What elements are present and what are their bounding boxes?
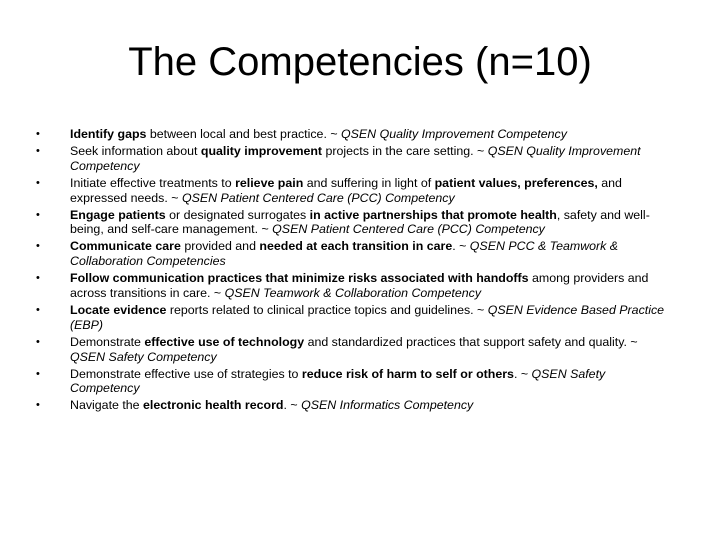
competency-list <box>36 127 672 416</box>
body-text: provided and <box>180 239 260 254</box>
body-text: reports related to clinical practice topics and guidelines. ~ <box>166 303 488 318</box>
citation-text: QSEN Quality Improvement Competency <box>341 127 567 141</box>
citation-text: QSEN Safety Competency <box>70 349 217 364</box>
emphasis-text: patient values, preferences, <box>434 175 598 190</box>
citation-text: QSEN Patient Centered Care (PCC) Competency <box>181 190 455 205</box>
bullet-icon: • <box>36 128 40 140</box>
competency-text <box>70 239 672 268</box>
competency-item <box>36 144 672 173</box>
competency-text <box>70 303 672 332</box>
emphasis-text: needed at each transition in care <box>259 239 453 254</box>
body-text: or designated surrogates <box>165 207 310 222</box>
citation-text: QSEN Informatics Competency <box>301 398 474 413</box>
body-text: and suffering in light of <box>303 175 435 190</box>
body-text: , safety and well-being, and self-care management. ~ <box>70 207 650 237</box>
competency-text <box>70 367 672 396</box>
competency-text <box>70 398 672 413</box>
body-text: projects in the care setting. ~ <box>322 144 488 159</box>
bullet-icon: • <box>36 399 40 412</box>
competency-item <box>36 367 672 396</box>
slide-title: The Competencies (n=10) <box>128 40 592 84</box>
emphasis-text: Communicate care <box>70 239 181 254</box>
emphasis-text: electronic health record <box>143 398 284 413</box>
emphasis-text: relieve pain <box>235 175 304 190</box>
citation-text: QSEN Evidence Based Practice (EBP) <box>70 303 665 332</box>
competency-item <box>36 127 672 142</box>
competency-text <box>70 208 672 237</box>
body-text: Seek information about <box>70 144 201 159</box>
emphasis-text: Engage patients <box>70 207 166 222</box>
citation-text: QSEN Teamwork & Collaboration Competency <box>224 285 482 300</box>
competency-text <box>70 335 672 364</box>
competency-item <box>36 335 672 364</box>
competency-text <box>70 271 672 300</box>
citation-text: QSEN Quality Improvement Competency <box>70 144 641 173</box>
body-text: . ~ <box>513 366 532 381</box>
emphasis-text: reduce risk of harm to self or others <box>301 366 514 381</box>
body-text: between local and best practice. ~ <box>146 127 342 141</box>
emphasis-text: in active partnerships that promote health <box>309 207 557 222</box>
body-text: . ~ <box>283 398 302 413</box>
bullet-icon: • <box>36 335 40 348</box>
body-text: among providers and across transitions in care. ~ <box>70 271 649 300</box>
competency-item <box>36 239 672 268</box>
body-text: and expressed needs. ~ <box>70 175 622 205</box>
body-text: Demonstrate <box>70 334 145 349</box>
bullet-icon: • <box>36 240 40 253</box>
competency-item <box>36 208 672 237</box>
emphasis-text: Locate evidence <box>70 303 167 318</box>
citation-text: QSEN Safety Competency <box>70 366 606 396</box>
competency-text <box>70 144 672 173</box>
bullet-icon: • <box>36 272 40 285</box>
emphasis-text: quality improvement <box>200 144 323 159</box>
competency-item <box>36 271 672 300</box>
body-text: . ~ <box>452 239 470 254</box>
emphasis-text: Follow communication practices that minimize risks associated with handoffs <box>70 271 529 286</box>
competency-item <box>36 303 672 332</box>
competency-text <box>70 176 672 205</box>
citation-text: QSEN Patient Centered Care (PCC) Competency <box>272 222 545 237</box>
bullet-icon: • <box>36 304 40 317</box>
competency-item <box>36 176 672 205</box>
body-text: and standardized practices that support safety and quality. ~ <box>304 334 638 349</box>
bullet-icon: • <box>36 208 40 221</box>
bullet-icon: • <box>36 176 40 189</box>
bullet-icon: • <box>36 145 40 158</box>
competency-item <box>36 398 672 413</box>
body-text: Navigate the <box>70 398 144 413</box>
body-text: Initiate effective treatments to <box>70 175 236 190</box>
competency-text <box>70 127 672 142</box>
body-text: Demonstrate effective use of strategies to <box>70 366 302 381</box>
bullet-icon: • <box>36 367 40 380</box>
citation-text: QSEN PCC & Teamwork & Collaboration Competencies <box>70 239 619 269</box>
emphasis-text: effective use of technology <box>144 334 305 349</box>
emphasis-text: Identify gaps <box>70 127 147 141</box>
